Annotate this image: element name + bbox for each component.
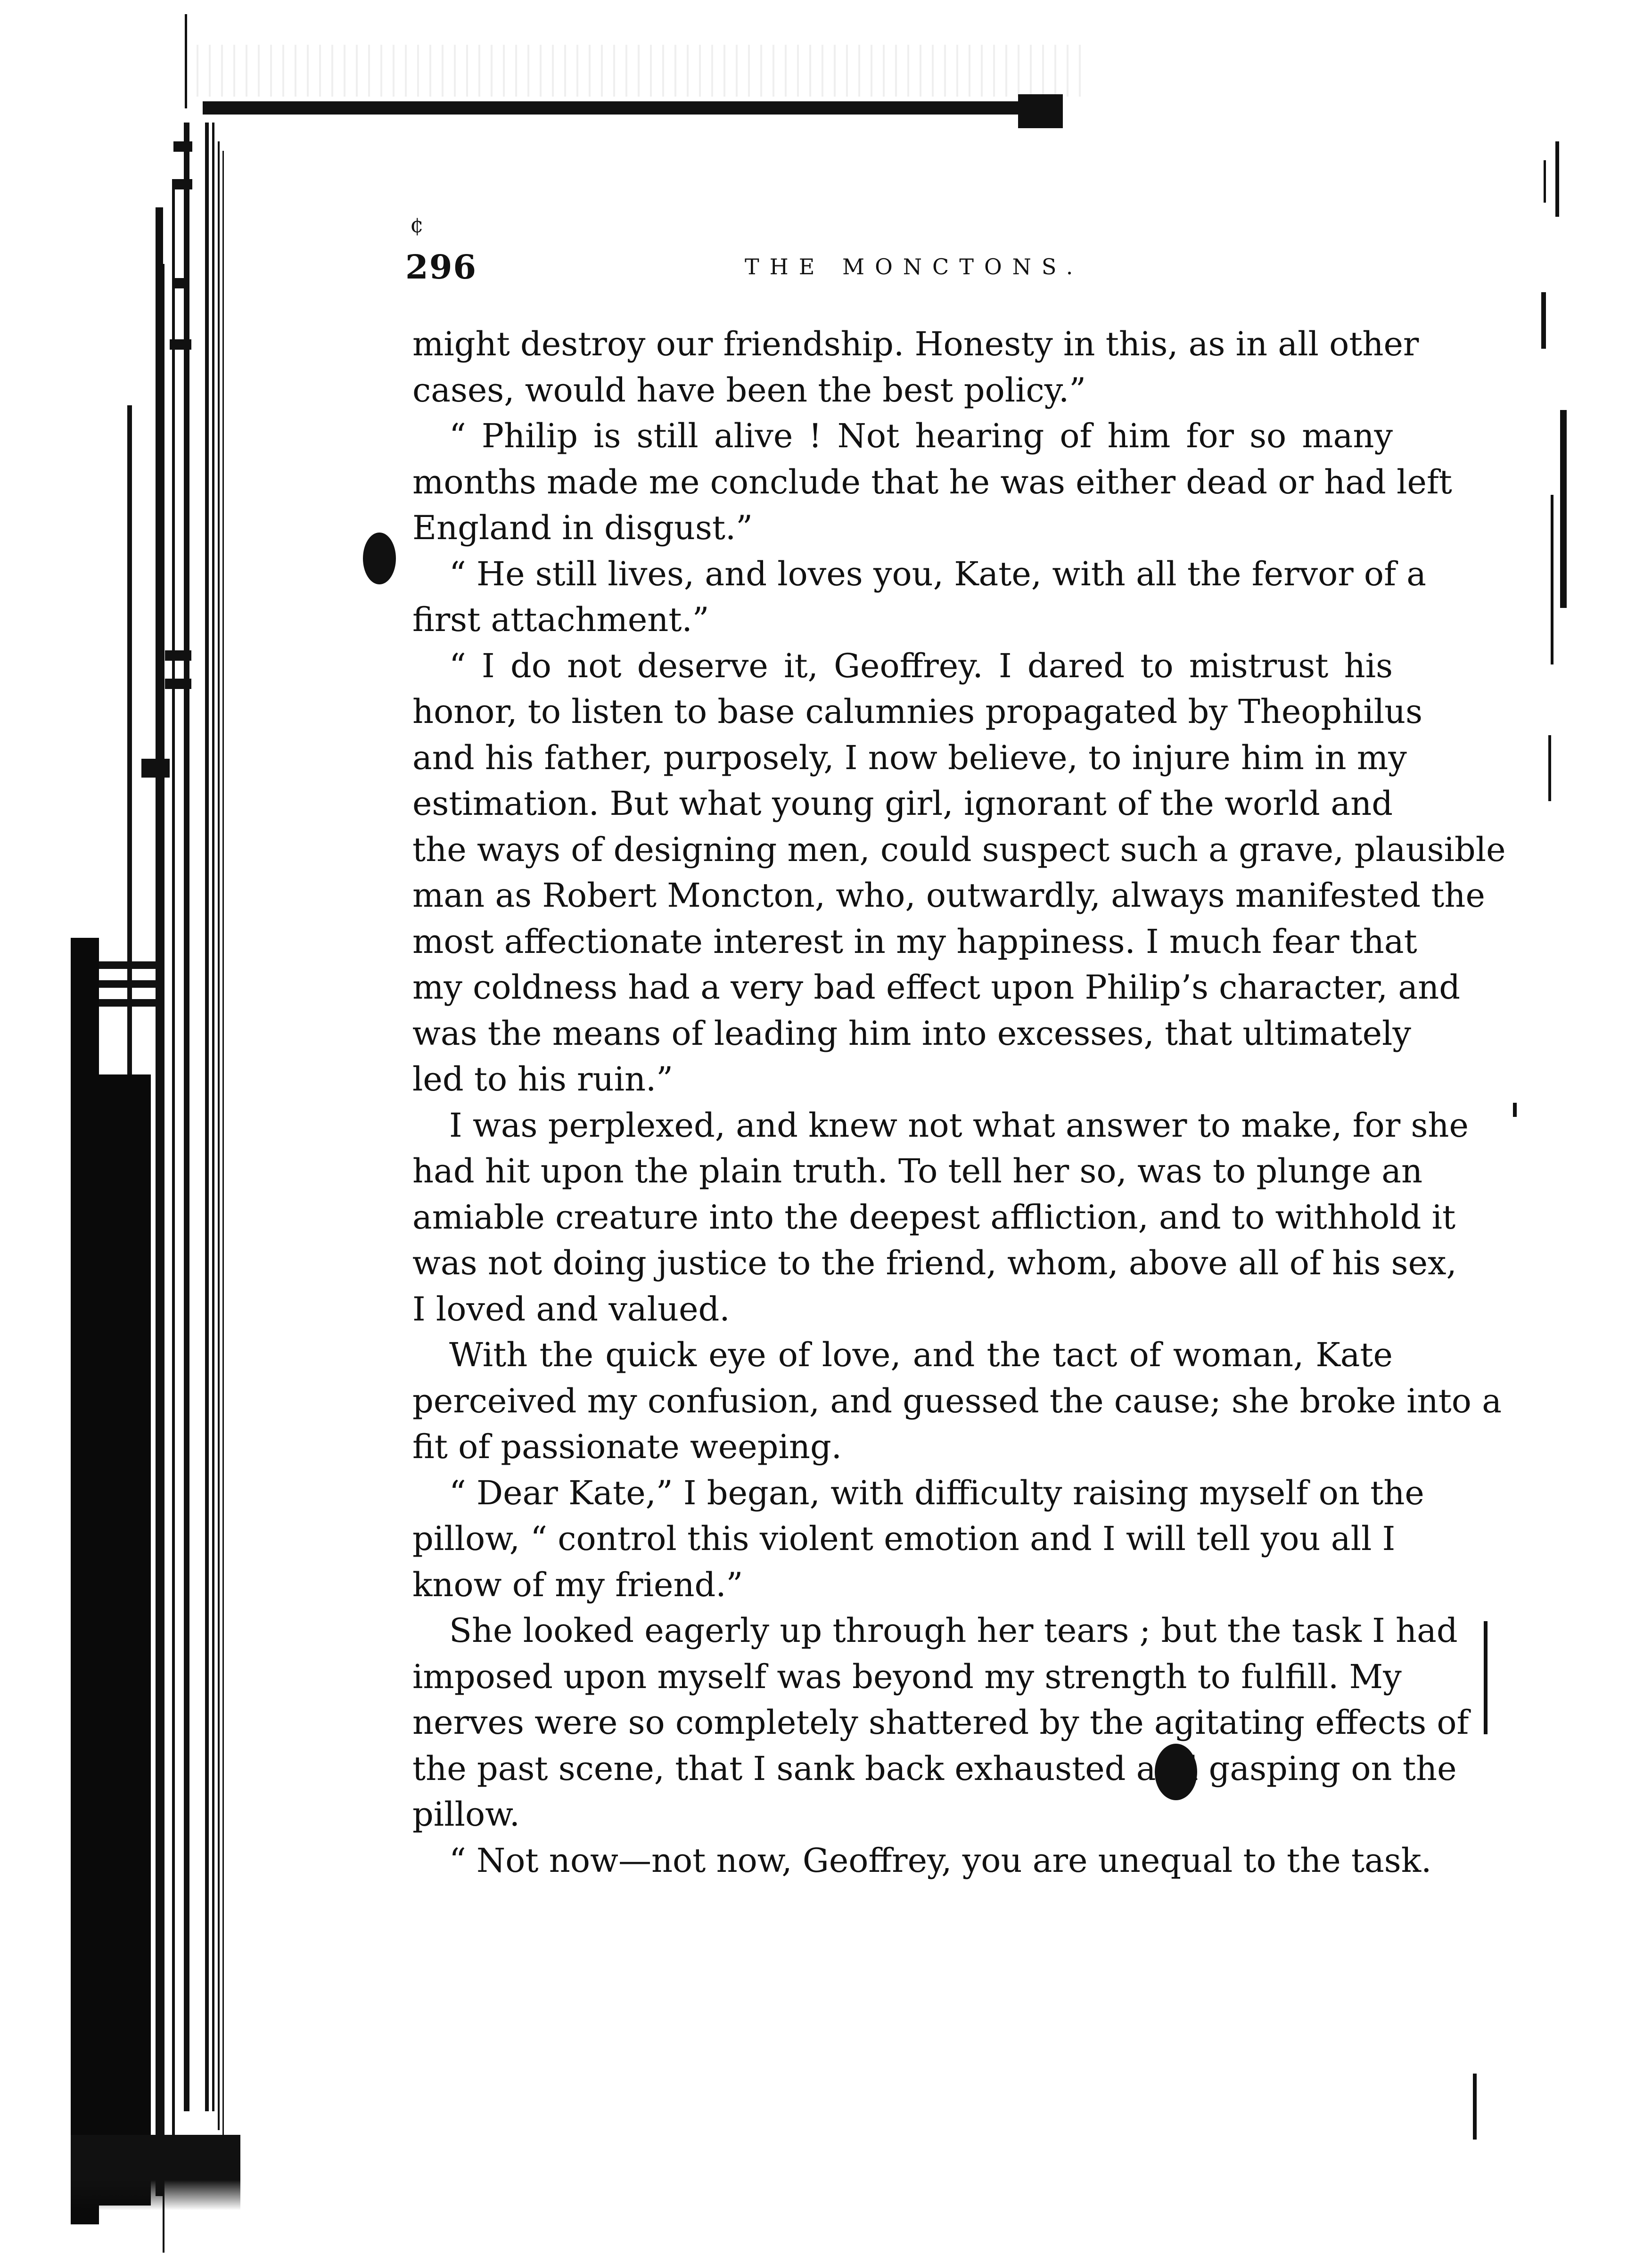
stack-line [222, 151, 224, 2140]
text-line: cases, would have been the best policy.” [412, 370, 1086, 410]
text-line: imposed upon myself was beyond my strength to fulfill. My [412, 1657, 1402, 1696]
text-line: I was perplexed, and knew not what answer to make, for she [449, 1106, 1469, 1145]
header-mark: ¢ [410, 212, 424, 238]
scan-speck [1555, 141, 1559, 217]
body-text [412, 321, 1506, 1884]
stack-line [218, 141, 220, 2130]
text-line: months made me conclude that he was either dead or had left [412, 462, 1452, 501]
text-line: most affectionate interest in my happiness. I much fear that [412, 922, 1417, 961]
text-line: my coldness had a very bad effect upon Philip’s character, and [412, 968, 1461, 1007]
text-line: the past scene, that I sank back exhausted and gasping on the [412, 1749, 1457, 1788]
binding-rule-top [203, 101, 1051, 115]
text-line: “ Not now—not now, Geoffrey, you are unequal to the task. [449, 1841, 1432, 1880]
stack-line [212, 123, 214, 2111]
stack-line [205, 123, 209, 2111]
text-line: know of my friend.” [412, 1565, 743, 1604]
text-line: was the means of leading him into excesses, that ultimately [412, 1014, 1411, 1053]
stack-tick [165, 650, 191, 661]
stack-tick [173, 179, 192, 189]
text-line: might destroy our friendship. Honesty in this, as in all other [412, 325, 1419, 363]
text-line: honor, to listen to base calumnies propagated by Theophilus [412, 692, 1423, 731]
text-line: “ Dear Kate,” I began, with difficulty raising myself on the [449, 1473, 1424, 1512]
scan-speck [1551, 495, 1553, 664]
text-line: perceived my confusion, and guessed the cause; she broke into a [412, 1381, 1502, 1420]
text-line: estimation. But what young girl, ignorant of the world and [412, 784, 1393, 823]
stack-tick [170, 339, 191, 350]
text-line: pillow, “ control this violent emotion and I will tell you all I [412, 1519, 1396, 1558]
text-line: England in disgust.” [412, 508, 753, 547]
scan-speck [1544, 160, 1546, 203]
scan-noise-top [186, 45, 1082, 97]
stack-line [163, 264, 164, 2253]
stack-shadow-bottom [71, 2135, 240, 2210]
stack-tick [173, 278, 188, 288]
scan-speck [1541, 292, 1546, 349]
text-line: “ I do not deserve it, Geoffrey. I dared to mistrust his [449, 646, 1393, 685]
stack-line [156, 207, 163, 2196]
stack-tick [99, 980, 156, 988]
page-header [405, 247, 1400, 290]
text-line: nerves were so completely shattered by the agitating effects of [412, 1703, 1469, 1742]
text-line: was not doing justice to the friend, whom, above all of his sex, [412, 1244, 1457, 1282]
text-line: amiable creature into the deepest affliction, and to withhold it [412, 1197, 1456, 1237]
stack-shadow [99, 1074, 151, 2206]
text-line: I loved and valued. [412, 1289, 730, 1328]
stack-tick [99, 999, 156, 1007]
text-line: the ways of designing men, could suspect such a grave, plausible [412, 830, 1506, 869]
stack-tick [173, 141, 192, 152]
text-line: She looked eagerly up through her tears ; but the task I had [449, 1611, 1458, 1650]
page-stack-edge [71, 123, 240, 2111]
binding-block-top [1018, 94, 1063, 128]
stack-tick [99, 961, 156, 969]
text-line: “ Philip is still alive ! Not hearing of him for so many [449, 417, 1393, 455]
scan-speck [1560, 410, 1567, 608]
scan-speck [1484, 1621, 1488, 1734]
scan-speck [1513, 1103, 1517, 1117]
stack-line [184, 123, 189, 2111]
running-head: THE MONCTONS. [745, 254, 1084, 279]
stack-shadow [71, 938, 99, 2224]
stack-tick [141, 759, 170, 778]
scan-speck [1473, 2074, 1477, 2140]
stack-tick [165, 679, 191, 689]
text-line: fit of passionate weeping. [412, 1427, 842, 1466]
text-line: pillow. [412, 1795, 520, 1834]
text-line: With the quick eye of love, and the tact of woman, Kate [449, 1336, 1393, 1374]
stack-line [172, 179, 175, 2168]
text-line: “ He still lives, and loves you, Kate, with all the fervor of a [449, 554, 1426, 593]
scan-speck [1548, 735, 1551, 801]
text-line: had hit upon the plain truth. To tell her so, was to plunge an [412, 1152, 1423, 1190]
text-line: and his father, purposely, I now believe, to injure him in my [412, 738, 1407, 777]
ink-blot [363, 533, 396, 584]
text-line: man as Robert Moncton, who, outwardly, always manifested the [412, 876, 1485, 915]
page-number: 296 [405, 247, 477, 287]
text-line: led to his ruin.” [412, 1060, 674, 1099]
text-line: first attachment.” [412, 600, 709, 639]
